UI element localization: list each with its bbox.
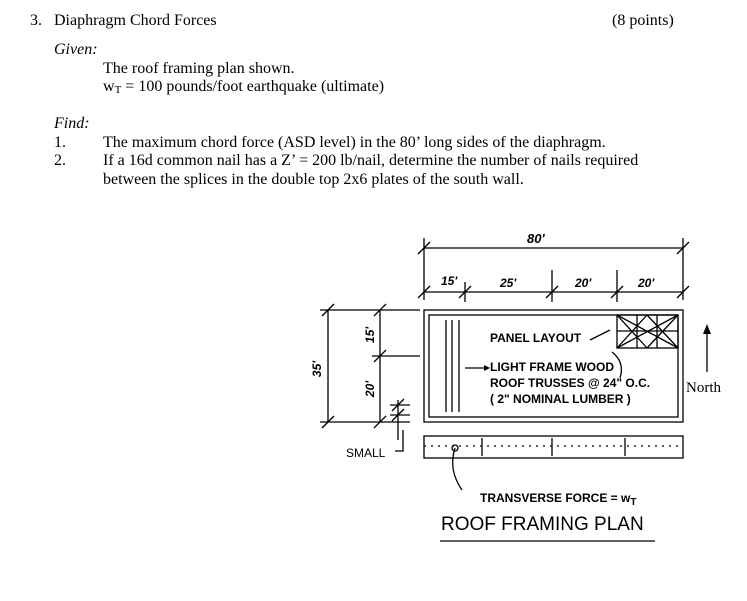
find-item-1-text: The maximum chord force (ASD level) in the 80’ long sides of the diaphragm.: [103, 134, 606, 151]
given-line-2-text: = 100 pounds/foot earthquake (ultimate): [121, 78, 385, 95]
problem-points: (8 points): [612, 12, 674, 29]
given-w: w: [103, 78, 115, 95]
transverse-force-subscript: T: [630, 497, 637, 508]
dim-20-a: 20': [575, 276, 592, 290]
find-label: Find:: [54, 115, 90, 132]
dim-25: 25': [500, 276, 517, 290]
find-item-2-text: If a 16d common nail has a Z’ = 200 lb/nail, determine the number of nails required: [103, 152, 639, 169]
find-item-2-continuation: between the splices in the double top 2x6 plates of the south wall.: [103, 171, 524, 188]
dim-20-vertical: 20': [363, 380, 378, 398]
north-label: North: [686, 380, 721, 396]
note-line-2: ROOF TRUSSES @ 24" O.C.: [490, 376, 651, 390]
given-line-1: The roof framing plan shown.: [103, 60, 295, 77]
small-label: SMALL: [346, 446, 386, 460]
dim-15-vertical: 15': [363, 326, 378, 344]
given-label: Given:: [54, 41, 98, 58]
find-item-2-number: 2.: [54, 152, 66, 169]
transverse-force-text: TRANSVERSE FORCE = w: [480, 491, 631, 505]
dim-20-b: 20': [638, 276, 655, 290]
dim-35-vertical: 35': [310, 360, 325, 378]
transverse-force-label: [480, 489, 636, 512]
dim-total-80: 80': [527, 231, 545, 246]
note-line-3: ( 2" NOMINAL LUMBER ): [490, 392, 631, 406]
problem-title: Diaphragm Chord Forces: [54, 12, 217, 29]
given-w-subscript: T: [114, 84, 122, 96]
plan-title: ROOF FRAMING PLAN: [441, 514, 644, 535]
find-item-1-number: 1.: [54, 134, 66, 151]
problem-number: 3.: [30, 12, 42, 29]
panel-layout-label: PANEL LAYOUT: [490, 331, 582, 345]
note-line-1: LIGHT FRAME WOOD: [490, 360, 614, 374]
dim-15: 15': [441, 274, 458, 288]
